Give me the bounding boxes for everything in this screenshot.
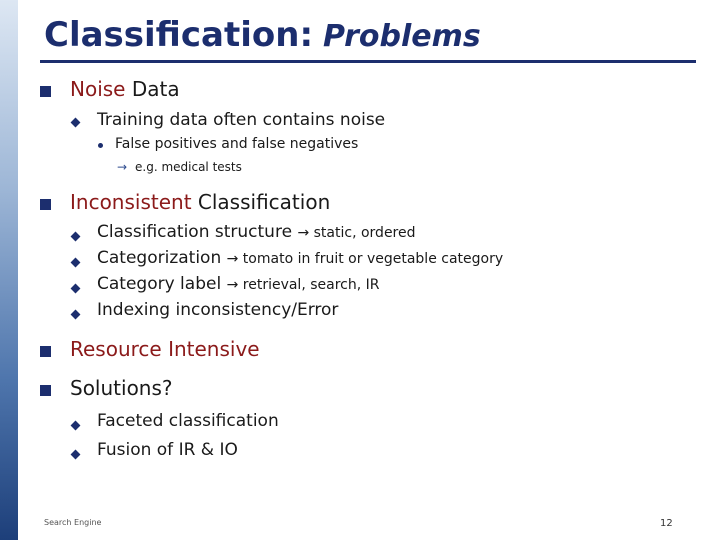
side-accent-strip [0,0,18,540]
noise-heading: Noise Data [70,77,180,101]
inconsistent-item-4: Indexing inconsistency/Error [97,300,339,320]
bullet-square-icon [40,385,51,396]
footer-label: Search Engine [44,518,102,527]
bullet-diamond-icon [71,450,81,460]
solutions-item-2: Fusion of IR & IO [97,440,238,460]
bullet-diamond-icon [71,118,81,128]
inconsistent-heading: Inconsistent Classification [70,190,331,214]
slide-title [44,12,481,60]
resource-heading: Resource Intensive [70,337,260,361]
inconsistent-item-1: Classification structure → static, ordered [97,222,416,242]
inconsistent-item-2: Categorization → tomato in fruit or vegetable category [97,248,504,268]
bullet-diamond-icon [71,421,81,431]
title-underline [40,60,696,63]
bullet-diamond-icon [71,310,81,320]
bullet-dot-icon [98,143,103,148]
title-sub: Problems [323,19,481,54]
solutions-item-1: Faceted classification [97,411,279,431]
noise-example: e.g. medical tests [135,160,242,174]
bullet-square-icon [40,346,51,357]
noise-sub: Training data often contains noise [97,110,386,130]
noise-subsub: False positives and false negatives [115,136,359,152]
bullet-diamond-icon [71,232,81,242]
bullet-diamond-icon [71,258,81,268]
inconsistent-item-3: Category label → retrieval, search, IR [97,274,380,294]
bullet-square-icon [40,86,51,97]
title-main: Classification: [44,15,314,55]
solutions-heading: Solutions? [70,376,173,400]
bullet-diamond-icon [71,284,81,294]
arrow-icon: → [117,160,128,174]
page-number: 12 [660,518,673,529]
bullet-square-icon [40,199,51,210]
